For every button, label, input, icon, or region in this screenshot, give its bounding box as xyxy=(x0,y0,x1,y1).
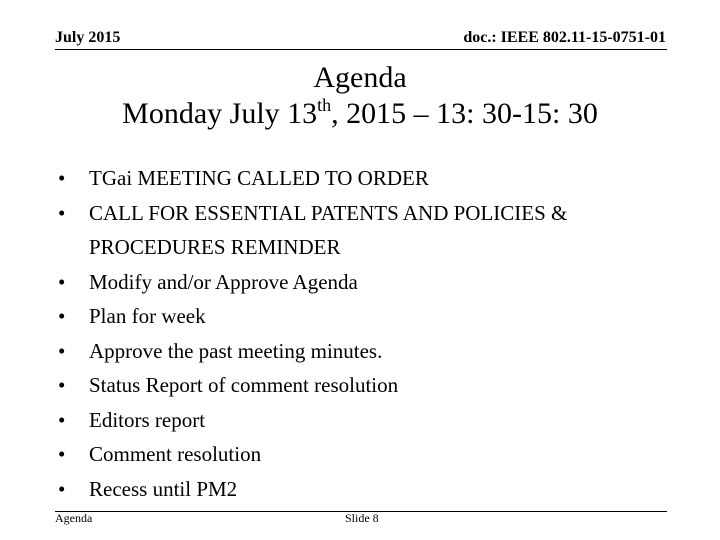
bullet-icon: • xyxy=(58,269,66,294)
agenda-item xyxy=(58,161,688,196)
title-time-range: , 2015 – 13: 30-15: 30 xyxy=(331,97,598,130)
bullet-icon: • xyxy=(58,338,66,363)
agenda-item xyxy=(58,403,688,438)
agenda-item-text: Approve the past meeting minutes. xyxy=(89,338,383,363)
bullet-icon: • xyxy=(58,407,66,432)
agenda-item-text: Modify and/or Approve Agenda xyxy=(89,269,358,294)
bullet-icon: • xyxy=(58,200,66,225)
agenda-item xyxy=(58,299,688,334)
agenda-item xyxy=(58,196,688,265)
header-date: July 2015 xyxy=(55,29,121,46)
slide-title xyxy=(0,60,720,132)
agenda-item-text: Plan for week xyxy=(89,304,206,328)
agenda-item-text: TGai MEETING CALLED TO ORDER xyxy=(89,166,429,190)
agenda-item-text: Comment resolution xyxy=(89,442,262,466)
title-ordinal-suffix: th xyxy=(317,95,332,115)
agenda-list xyxy=(58,161,688,506)
title-line-2 xyxy=(0,96,720,132)
agenda-item-text: Recess until PM2 xyxy=(89,476,238,501)
footer-section-label: Agenda xyxy=(55,511,93,525)
agenda-item xyxy=(58,368,688,403)
agenda-item xyxy=(58,437,688,472)
footer-slide-number: Slide 8 xyxy=(345,511,379,525)
agenda-item-text: CALL FOR ESSENTIAL PATENTS AND POLICIES & PROCEDURES REMINDER xyxy=(89,200,568,259)
bullet-icon: • xyxy=(58,476,66,501)
header-doc-id: doc.: IEEE 802.11-15-0751-01 xyxy=(463,29,666,46)
bullet-icon: • xyxy=(58,373,66,397)
agenda-item-text: Status Report of comment resolution xyxy=(89,373,399,397)
title-date-prefix: Monday July 13 xyxy=(122,97,318,130)
agenda-item xyxy=(58,472,688,507)
bullet-icon: • xyxy=(58,442,66,466)
agenda-item xyxy=(58,334,688,369)
bullet-icon: • xyxy=(58,166,66,190)
bullet-icon: • xyxy=(58,304,66,328)
agenda-item-text: Editors report xyxy=(89,407,206,432)
agenda-item xyxy=(58,265,688,300)
title-line-1: Agenda xyxy=(313,61,407,94)
header-divider xyxy=(55,49,667,50)
